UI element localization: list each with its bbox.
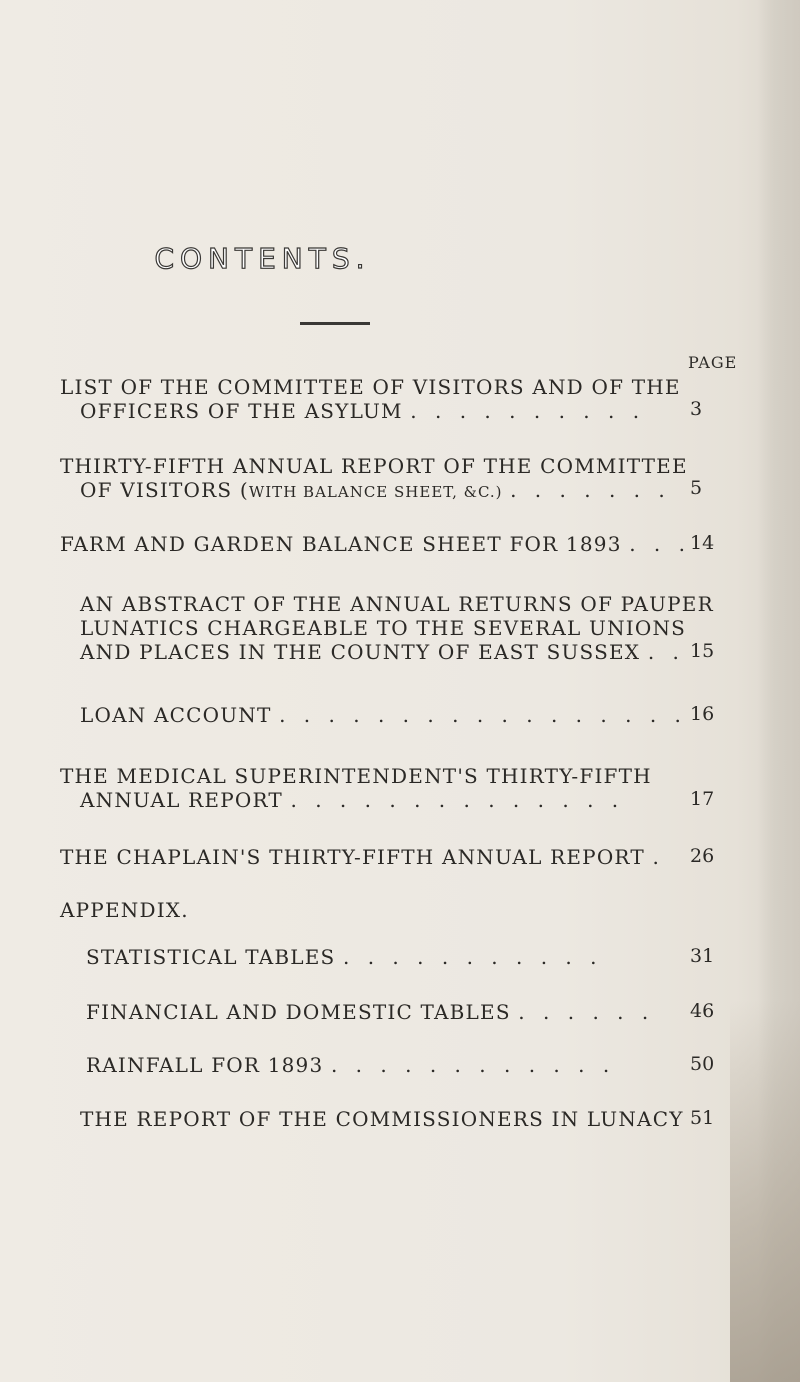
entry-text: FARM AND GARDEN BALANCE SHEET FOR 1893: [60, 532, 622, 556]
page-column-label: PAGE: [688, 353, 738, 372]
entry-text: AND PLACES IN THE COUNTY OF EAST SUSSEX: [80, 640, 641, 664]
leader-dots: . . . . . . . . . . . . . . . . .: [279, 703, 687, 727]
entry-line: [60, 532, 780, 556]
toc-entry-annual-report: [60, 454, 780, 504]
entry-text: STATISTICAL TABLES: [86, 945, 336, 969]
page-number: 14: [690, 532, 715, 554]
entry-line: THE REPORT OF THE COMMISSIONERS IN LUNACY: [80, 1107, 684, 1131]
appendix-title: APPENDIX.: [60, 898, 189, 922]
toc-entry-pauper-lunatics: [60, 592, 780, 664]
entry-line: [60, 945, 780, 969]
page-number: 5: [690, 477, 703, 499]
appendix-item-financial: [60, 1000, 780, 1024]
entry-line: AN ABSTRACT OF THE ANNUAL RETURNS OF PAUPER: [80, 592, 714, 616]
toc-entry-medical-report: [60, 764, 780, 812]
toc-entry-committee-list: [60, 375, 780, 423]
entry-line: [60, 1000, 780, 1024]
page-number: 17: [690, 788, 715, 810]
leader-dots: .: [652, 845, 665, 869]
page-number: 51: [690, 1107, 715, 1129]
leader-dots: . .: [647, 640, 685, 664]
entry-line: [60, 478, 780, 504]
entry-text: FINANCIAL AND DOMESTIC TABLES: [86, 1000, 511, 1024]
leader-dots: . . . . . . . . . .: [410, 399, 646, 423]
entry-line: [60, 640, 780, 664]
entry-line: [60, 1053, 780, 1077]
toc-entry-farm-garden: [60, 532, 780, 556]
leader-dots: . . .: [629, 532, 691, 556]
entry-line: [60, 399, 780, 423]
entry-line: LUNATICS CHARGEABLE TO THE SEVERAL UNIONS: [80, 616, 687, 640]
entry-text: OFFICERS OF THE ASYLUM: [80, 399, 403, 423]
title-divider: [300, 322, 370, 325]
entry-line: [60, 788, 780, 812]
entry-line: THE MEDICAL SUPERINTENDENT'S THIRTY-FIFTH: [60, 764, 652, 788]
entry-text: OF VISITORS (: [80, 478, 249, 502]
page-title: CONTENTS.: [154, 242, 371, 275]
toc-entry-chaplain-report: [60, 845, 780, 869]
leader-dots: . . . . . .: [518, 1000, 655, 1024]
entry-text: RAINFALL FOR 1893: [86, 1053, 324, 1077]
entry-text: ANNUAL REPORT: [80, 788, 283, 812]
appendix-item-rainfall: [60, 1053, 780, 1077]
leader-dots: . . . . . . . . . . .: [343, 945, 603, 969]
page-number: 46: [690, 1000, 715, 1022]
entry-text-smallcaps: WITH BALANCE SHEET, &C.): [248, 483, 503, 501]
leader-dots: . . . . . . . . . . . .: [330, 1053, 616, 1077]
page-number: 50: [690, 1053, 715, 1075]
toc-entry-loan-account: [60, 703, 780, 727]
leader-dots: . . . . . . .: [510, 478, 671, 502]
page-number: 31: [690, 945, 715, 967]
appendix-item-statistical: [60, 945, 780, 969]
page-number: 3: [690, 398, 703, 420]
page-number: 26: [690, 845, 715, 867]
entry-text: THE CHAPLAIN'S THIRTY-FIFTH ANNUAL REPORT: [60, 845, 645, 869]
entry-line: [60, 845, 780, 869]
entry-line: LIST OF THE COMMITTEE OF VISITORS AND OF THE: [60, 375, 681, 399]
page-number: 16: [690, 703, 715, 725]
entry-line: THIRTY-FIFTH ANNUAL REPORT OF THE COMMITTEE: [60, 454, 688, 478]
appendix-item-commissioners: [60, 1107, 780, 1131]
page-number: 15: [690, 640, 715, 662]
entry-text: LOAN ACCOUNT: [80, 703, 272, 727]
entry-line: [60, 703, 780, 727]
leader-dots: . . . . . . . . . . . . . .: [290, 788, 625, 812]
appendix-heading: [60, 898, 780, 922]
